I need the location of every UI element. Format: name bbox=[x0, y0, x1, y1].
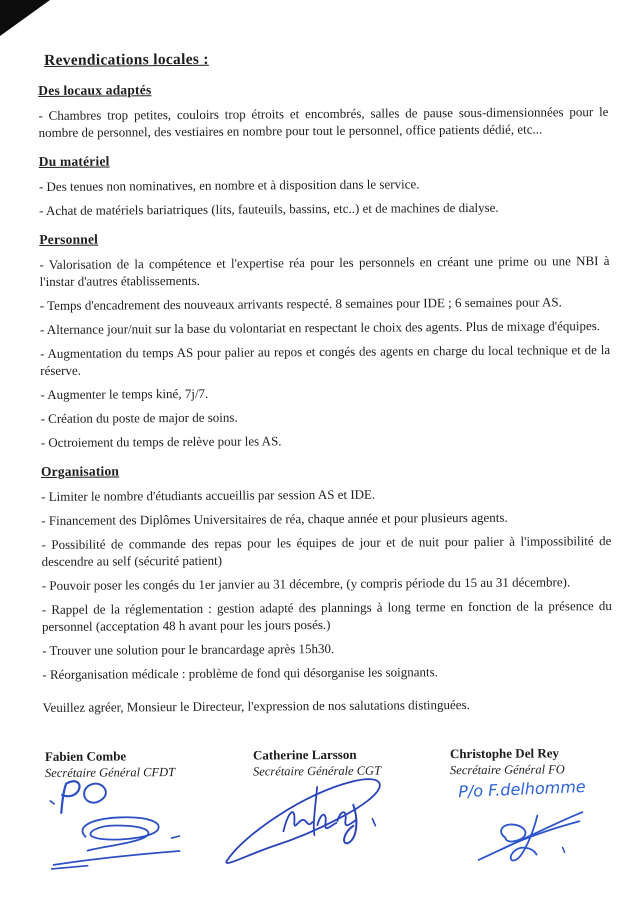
signature-cfdt-ink bbox=[47, 778, 193, 879]
signatory-role: Secrétaire Générale CGT bbox=[252, 763, 382, 779]
claim-item: - Rappel de la réglementation : gestion adapté des plannings à long terme en fonction de la présence du personnel (acceptation 48 h avant pour les jours posés.) bbox=[41, 598, 612, 634]
claim-item: - Des tenues non nominatives, en nombre et à disposition dans le service. bbox=[38, 176, 420, 194]
signatory-name: Fabien Combe bbox=[44, 748, 127, 764]
signatory-role: Secrétaire Général FO bbox=[449, 762, 565, 778]
signature-cgt-ink bbox=[217, 775, 396, 881]
claim-item: - Chambres trop petites, couloirs trop étroits et encombrés, salles de pause sous-dimensionnées pour le nombre de personnel, des vestiaires en nombre pour tout le personnel, office patients dédié, etc... bbox=[38, 104, 609, 140]
signatory-name: Christophe Del Rey bbox=[449, 745, 560, 762]
section-heading: Du matériel bbox=[38, 153, 110, 169]
closing-formula: Veuillez agréer, Monsieur le Directeur, l'expression de nos salutations distinguées. bbox=[42, 697, 470, 715]
claim-item: - Trouver une solution pour le brancardage après 15h30. bbox=[42, 640, 335, 658]
claims-sections bbox=[38, 79, 612, 683]
signatory-fo bbox=[449, 745, 642, 802]
claim-item: - Augmentation du temps AS pour palier au repos et congés des agents en charge du local technique et de la réserve. bbox=[40, 342, 611, 378]
claim-item: - Pouvoir poser les congés du 1er janvier au 31 décembre, (y compris période du 15 au 31 décembre). bbox=[41, 574, 571, 593]
letter-content bbox=[38, 48, 614, 908]
claim-item: - Financement des Diplômes Universitaires de réa, chaque année et pour plusieurs agents. bbox=[41, 509, 508, 528]
signatory-role: Secrétaire Général CFDT bbox=[44, 765, 176, 780]
page-title: Revendications locales : bbox=[43, 50, 209, 69]
claim-item: - Achat de matériels bariatriques (lits, fauteuils, bassins, etc..) et de machines de dialyse. bbox=[39, 199, 499, 218]
signature-row bbox=[43, 745, 614, 908]
claim-item: - Possibilité de commande des repas pour les équipes de jour et de nuit pour palier à l'impossibilité de descendre au self (sécurité patient) bbox=[41, 533, 612, 569]
claim-item: - Temps d'encadrement des nouveaux arrivants respecté. 8 semaines pour IDE ; 6 semaines pour AS. bbox=[39, 294, 562, 313]
section-heading: Des locaux adaptés bbox=[38, 82, 152, 98]
scan-corner-artifact bbox=[0, 0, 50, 36]
claim-item: - Réorganisation médicale : problème de fond qui désorganise les soignants. bbox=[42, 664, 438, 682]
section-heading: Personnel bbox=[39, 231, 99, 247]
claim-item: - Valorisation de la compétence et l'expertise réa pour les personnels en créant une prime ou une NBI à l'instar d'autres établissements. bbox=[39, 253, 610, 289]
claim-item: - Octroiement du temps de relève pour les AS. bbox=[40, 433, 282, 450]
signature-fo-ink bbox=[474, 803, 589, 866]
signature-fo-handwriting: P/o F.delhomme bbox=[457, 776, 587, 802]
claim-item: - Augmenter le temps kiné, 7j/7. bbox=[40, 385, 209, 402]
signatory-name: Catherine Larsson bbox=[252, 746, 357, 763]
claim-item: - Création du poste de major de soins. bbox=[40, 409, 238, 426]
claim-item: - Limiter le nombre d'étudiants accueillis par session AS et IDE. bbox=[41, 486, 376, 504]
section-heading: Organisation bbox=[40, 463, 120, 479]
claim-item: - Alternance jour/nuit sur la base du volontariat en respectant le choix des agents. Plus de mixage d'équipes. bbox=[39, 318, 601, 337]
signatory-cgt bbox=[253, 746, 458, 779]
